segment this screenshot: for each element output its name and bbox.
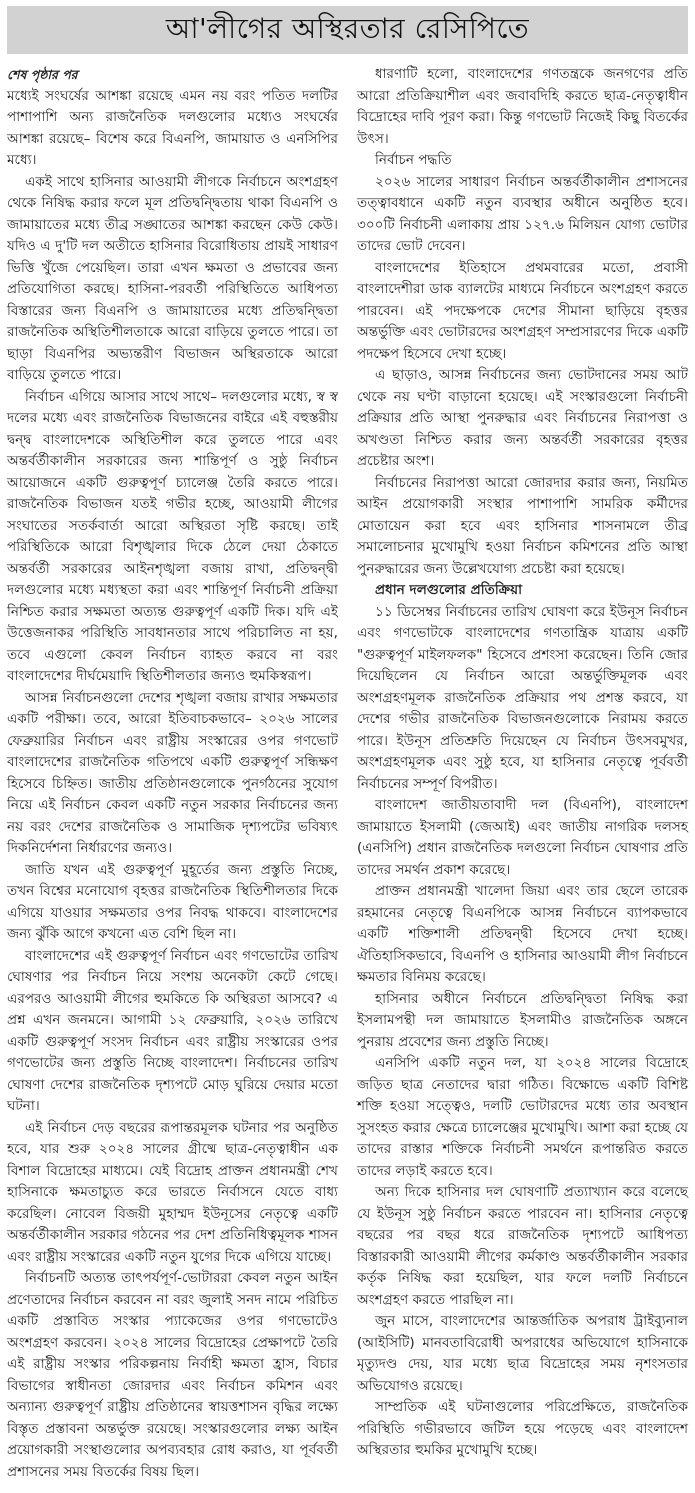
paragraph: অন্য দিকে হাসিনার দল ঘোষণাটি প্রত্যাখ্যান করে বলেছে যে ইউনূস সুষ্ঠু নির্বাচন করতে পারবেন না। হাসিনার নেতৃত্বে বছরের পর বছর ধরে রাজনৈতিক দৃশ্যপটে আধিপত্য বিস্তারকারী আওয়ামী লীগের কর্মকাণ্ড অন্তর্বর্তীকালীন সরকার কর্তৃক নিষিদ্ধ করা হয়েছিল, যার ফলে দলটি নির্বাচনে অংশগ্রহণ করতে পারছিল না।	[357, 1184, 688, 1308]
paragraph: জাতি যখন এই গুরুত্বপূর্ণ মুহূর্তের জন্য প্রস্তুতি নিচ্ছে, তখন বিশ্বের মনোযোগ বৃহত্তর রাজনৈতিক স্থিতিশীলতার দিকে এগিয়ে যাওয়ার সক্ষমতার ওপর নিবদ্ধ থাকবে। বাংলাদেশের জন্য ঝুঁকি আগে কখনো এত বেশি ছিল না।	[7, 861, 338, 942]
article-column-left	[7, 64, 338, 1483]
continued-from-label: শেষ পৃষ্ঠার পর	[7, 67, 78, 82]
paragraph: ধারণাটি হলো, বাংলাদেশের গণতন্ত্রকে জনগণের প্রতি আরো প্রতিক্রিয়াশীল এবং জবাবদিহি করতে ছাত্র-নেতৃত্বাধীন বিদ্রোহের দাবি পূরণ করা। কিন্তু গণভোট নিজেই কিছু বিতর্কের উৎস।	[357, 66, 688, 147]
paragraph: বাংলাদেশের এই গুরুত্বপূর্ণ নির্বাচন এবং গণভোটের তারিখ ঘোষণার পর নির্বাচন নিয়ে সংশয় অনেকটা কেটে গেছে। এরপরও আওয়ামী লীগের হুমকিতে কি অস্থিরতা আসবে? এ প্রশ্ন এখন জনমনে। আগামী ১২ ফেব্রুয়ারি, ২০২৬ তারিখে একটি গুরুত্বপূর্ণ সংসদ নির্বাচন এবং রাষ্ট্রীয় সংস্কারের ওপর গণভোটের জন্য প্রস্তুতি নিচ্ছে বাংলাদেশ। নির্বাচনের তারিখ ঘোষণা দেশের রাজনৈতিক দৃশ্যপটে মোড় ঘুরিয়ে দেয়ার মতো ঘটনা।	[7, 947, 338, 1114]
paragraph: প্রাক্তন প্রধানমন্ত্রী খালেদা জিয়া এবং তার ছেলে তারেক রহমানের নেতৃত্বে বিএনপিকে আসন্ন নির্বাচনে ব্যাপকভাবে একটি শক্তিশালী প্রতিদ্বন্দ্বী হিসেবে দেখা হচ্ছে। ঐতিহাসিকভাবে, বিএনপি ও হাসিনার আওয়ামী লীগ নির্বাচনে ক্ষমতার বিনিময় করেছে।	[357, 883, 688, 985]
section-subheading: প্রধান দলগুলোর প্রতিক্রিয়া	[375, 582, 523, 598]
paragraph: আসন্ন নির্বাচনগুলো দেশের শৃঙ্খলা বজায় রাখার সক্ষমতার একটি পরীক্ষা। তবে, আরো ইতিবাচকভাবে– ২০২৬ সালের ফেব্রুয়ারির নির্বাচন এবং রাষ্ট্রীয় সংস্কারের ওপর গণভোট বাংলাদেশের রাজনৈতিক গতিপথে একটি গুরুত্বপূর্ণ সন্ধিক্ষণ হিসেবে চিহ্নিত। জাতীয় প্রতিষ্ঠানগুলোকে পুনর্গঠনের সুযোগ নিয়ে এই নির্বাচন কেবল একটি নতুন সরকার নির্বাচনের জন্য নয় বরং দেশের রাজনৈতিক ও সামাজিক দৃশ্যপটের ভবিষ্যৎ দিকনির্দেশনা নির্ধারণের জন্যও।	[7, 689, 338, 856]
paragraph: ২০২৬ সালের সাধারণ নির্বাচন অন্তর্বর্তীকালীন প্রশাসনের তত্ত্বাবধানে একটি নতুন ব্যবস্থার অধীনে অনুষ্ঠিত হবে। ৩০০টি নির্বাচনী এলাকায় প্রায় ১২৭.৬ মিলিয়ন যোগ্য ভোটার তাদের ভোট দেবেন।	[357, 173, 688, 254]
article-body	[7, 64, 688, 1483]
paragraph: হাসিনার অধীনে নির্বাচনে প্রতিদ্বন্দ্বিতা নিষিদ্ধ করা ইসলামপন্থী দল জামায়াতে ইসলামীও রাজনৈতিক অঙ্গনে পুনরায় প্রবেশের জন্য প্রস্তুতি নিচ্ছে।	[357, 990, 688, 1050]
paragraph: বাংলাদেশ জাতীয়তাবাদী দল (বিএনপি), বাংলাদেশ জামায়াতে ইসলামী (জেআই) এবং জাতীয় নাগরিক দলসহ (এনসিপি) প্রধান রাজনৈতিক দলগুলো নির্বাচন ঘোষণার প্রতি তাদের সমর্থন প্রকাশ করেছে।	[357, 797, 688, 878]
paragraph: নির্বাচনের নিরাপত্তা আরো জোরদার করার জন্য, নিয়মিত আইন প্রয়োগকারী সংস্থার পাশাপাশি সামরিক কর্মীদের মোতায়েন করা হবে এবং হাসিনার শাসনামলে তীব্র সমালোচনার মুখোমুখি হওয়া নির্বাচন কমিশনের প্রতি আস্থা পুনরুদ্ধারের জন্য উল্লেখযোগ্য প্রচেষ্টা করা হয়েছে।	[357, 474, 688, 577]
paragraph: ১১ ডিসেম্বর নির্বাচনের তারিখ ঘোষণা করে ইউনূস নির্বাচন এবং গণভোটকে বাংলাদেশের গণতান্ত্রিক যাত্রায় একটি "গুরুত্বপূর্ণ মাইলফলক" হিসেবে প্রশংসা করেছেন। তিনি জোর দিয়েছিলেন যে নির্বাচন আরো অন্তর্ভুক্তিমূলক এবং অংশগ্রহণমূলক রাজনৈতিক প্রক্রিয়ার পথ প্রশস্ত করবে, যা দেশের গভীর রাজনৈতিক বিভাজনগুলোকে নিরাময় করতে পারে। ইউনূস প্রতিশ্রুতি দিয়েছেন যে নির্বাচন উৎসবমুখর, অংশগ্রহণমূলক এবং সুষ্ঠু হবে, যা হাসিনার নেতৃত্বে পূর্ববর্তী নির্বাচনের সম্পূর্ণ বিপরীত।	[357, 603, 688, 792]
paragraph: এনসিপি একটি নতুন দল, যা ২০২৪ সালের বিদ্রোহে জড়িত ছাত্র নেতাদের দ্বারা গঠিত। বিক্ষোভে একটি বিশিষ্ট শক্তি হওয়া সত্ত্বেও, দলটি ভোটারদের মধ্যে তার অবস্থান সুসংহত করার ক্ষেত্রে চ্যালেঞ্জের মুখোমুখি। আশা করা হচ্ছে যে তাদের রাস্তার শক্তিকে নির্বাচনী সমর্থনে রূপান্তরিত করতে তাদের লড়াই করতে হবে।	[357, 1055, 688, 1179]
paragraph: মধ্যেই সংঘর্ষের আশঙ্কা রয়েছে এমন নয় বরং পতিত দলটির পাশাপাশি অন্য রাজনৈতিক দলগুলোর মধ্যেও সংঘর্ষের আশঙ্কা রয়েছে– বিশেষ করে বিএনপি, জামায়াত ও এনসিপির মধ্যে।	[7, 87, 338, 168]
paragraph: এই নির্বাচন দেড় বছরের রূপান্তরমূলক ঘটনার পর অনুষ্ঠিত হবে, যার শুরু ২০২৪ সালের গ্রীষ্মে ছাত্র-নেতৃত্বাধীন এক বিশাল বিদ্রোহের মাধ্যমে। যেই বিদ্রোহ প্রাক্তন প্রধানমন্ত্রী শেখ হাসিনাকে ক্ষমতাচ্যুত করে ভারতে নির্বাসনে যেতে বাধ্য করেছিল। নোবেল বিজয়ী মুহাম্মদ ইউনূসের নেতৃত্বে একটি অন্তর্বর্তীকালীন সরকার গঠনের পর দেশ প্রতিনিধিত্বমূলক শাসন এবং রাষ্ট্রীয় সংস্কারের একটি নতুন যুগের দিকে এগিয়ে যাচ্ছে।	[7, 1119, 338, 1265]
article-column-right	[357, 64, 688, 1483]
paragraph: এ ছাড়াও, আসন্ন নির্বাচনের জন্য ভোটদানের সময় আট থেকে নয় ঘণ্টা বাড়ানো হয়েছে। এই সংস্কারগুলো নির্বাচনী প্রক্রিয়ার প্রতি আস্থা পুনরুদ্ধার এবং নির্বাচনের নিরাপত্তা ও অখণ্ডতা নিশ্চিত করার জন্য অন্তর্বর্তী সরকারের বৃহত্তর প্রচেষ্টার অংশ।	[357, 367, 688, 469]
paragraph: সাম্প্রতিক এই ঘটনাগুলোর পরিপ্রেক্ষিতে, রাজনৈতিক পরিস্থিতি গভীরভাবে জটিল হয়ে পড়েছে এবং বাংলাদেশ অস্থিরতার হুমকির মুখোমুখি হচ্ছে।	[357, 1399, 688, 1458]
headline: আ'লীগের অস্থিরতার রেসিপিতে	[165, 11, 530, 45]
paragraph: বাংলাদেশের ইতিহাসে প্রথমবারের মতো, প্রবাসী বাংলাদেশীরা ডাক ব্যালটের মাধ্যমে নির্বাচনে অংশগ্রহণ করতে পারবেন। এই পদক্ষেপকে দেশের সীমানা ছাড়িয়ে বৃহত্তর অন্তর্ভুক্তি এবং ভোটারদের অংশগ্রহণ সম্প্রসারণের দিকে একটি পদক্ষেপ হিসেবে দেখা হচ্ছে।	[357, 259, 688, 362]
paragraph: জুন মাসে, বাংলাদেশের আন্তর্জাতিক অপরাধ ট্রাইব্যুনাল (আইসিটি) মানবতাবিরোধী অপরাধের অভিযোগে হাসিনাকে মৃত্যুদণ্ড দেয়, যার মধ্যে ছাত্র বিদ্রোহের সময় নৃশংসতার অভিযোগও রয়েছে।	[357, 1313, 688, 1394]
paragraph: নির্বাচনটি অত্যন্ত তাৎপর্যপূর্ণ-ভোটাররা কেবল নতুন আইন প্রণেতাদের নির্বাচন করবেন না বরং জুলাই সনদ নামে পরিচিত একটি প্রস্তাবিত সংস্কার প্যাকেজের ওপর গণভোটেও অংশগ্রহণ করবেন। ২০২৪ সালের বিদ্রোহের প্রেক্ষাপটে তৈরি এই রাষ্ট্রীয় সংস্কার পরিকল্পনায় নির্বাহী ক্ষমতা হ্রাস, বিচার বিভাগের স্বাধীনতা জোরদার এবং নির্বাচন কমিশন এবং অন্যান্য গুরুত্বপূর্ণ রাষ্ট্রীয় প্রতিষ্ঠানের স্বায়ত্তশাসন বৃদ্ধির লক্ষ্যে বিস্তৃত প্রস্তাবনা অন্তর্ভুক্ত রয়েছে। সংস্কারগুলোর লক্ষ্য আইন প্রয়োগকারী সংস্থাগুলোর অপব্যবহার রোধ করাও, যা পূর্ববর্তী প্রশাসনের সময় বিতর্কের বিষয় ছিল।	[7, 1270, 338, 1480]
headline-banner	[7, 6, 688, 54]
section-subheading: নির্বাচন পদ্ধতি	[375, 152, 452, 168]
paragraph: একই সাথে হাসিনার আওয়ামী লীগকে নির্বাচনে অংশগ্রহণ থেকে নিষিদ্ধ করার ফলে মূল প্রতিদ্বন্দ্বিতায় থাকা বিএনপি ও জামায়াতের মধ্যে তীব্র সঙ্ঘাতের আশঙ্কা করছেন কেউ কেউ। যদিও এ দু'টি দল অতীতে হাসিনার বিরোধিতায় প্রায়ই সাধারণ ভিত্তি খুঁজে পেয়েছিল। তারা এখন ক্ষমতা ও প্রভাবের জন্য প্রতিযোগিতা করছে। হাসিনা-পরবর্তী পরিস্থিতিতে আধিপত্য বিস্তারের জন্য বিএনপি ও জামায়াতের মধ্যে প্রতিদ্বন্দ্বিতা রাজনৈতিক অস্থিতিশীলতাকে আরো বাড়িয়ে তুলতে পারে। তা ছাড়া বিএনপির অভ্যন্তরীণ বিভাজন অস্থিরতাকে আরো বাড়িয়ে তুলতে পারে।	[7, 173, 338, 383]
paragraph: নির্বাচন এগিয়ে আসার সাথে সাথে– দলগুলোর মধ্যে, স্ব স্ব দলের মধ্যে এবং রাজনৈতিক বিভাজনের বাইরে এই বহুস্তরীয় দ্বন্দ্ব বাংলাদেশকে অস্থিতিশীল করে তুলতে পারে এবং অন্তর্বর্তীকালীন সরকারের জন্য শান্তিপূর্ণ ও সুষ্ঠু নির্বাচন আয়োজনে একটি গুরুত্বপূর্ণ চ্যালেঞ্জ তৈরি করতে পারে। রাজনৈতিক বিভাজন যতই গভীর হচ্ছে, আওয়ামী লীগের সংঘাতের সতর্কবার্তা আরো অস্থিরতা সৃষ্টি করছে। তাই পরিস্থিতিকে আরো বিশৃঙ্খলার দিকে ঠেলে দেয়া ঠেকাতে অন্তর্বর্তী সরকারের আইনশৃঙ্খলা বজায় রাখা, প্রতিদ্বন্দ্বী দলগুলোর মধ্যে মধ্যস্থতা করা এবং শান্তিপূর্ণ নির্বাচনী প্রক্রিয়া নিশ্চিত করার সক্ষমতা অত্যন্ত গুরুত্বপূর্ণ একটি দিক। যদি এই উত্তেজনাকর পরিস্থিতি সাবধানতার সাথে পরিচালিত না হয়, তবে এগুলো কেবল নির্বাচন ব্যাহত করবে না বরং বাংলাদেশের দীর্ঘমেয়াদি স্থিতিশীলতার জন্যও হুমকিস্বরূপ।	[7, 388, 338, 684]
